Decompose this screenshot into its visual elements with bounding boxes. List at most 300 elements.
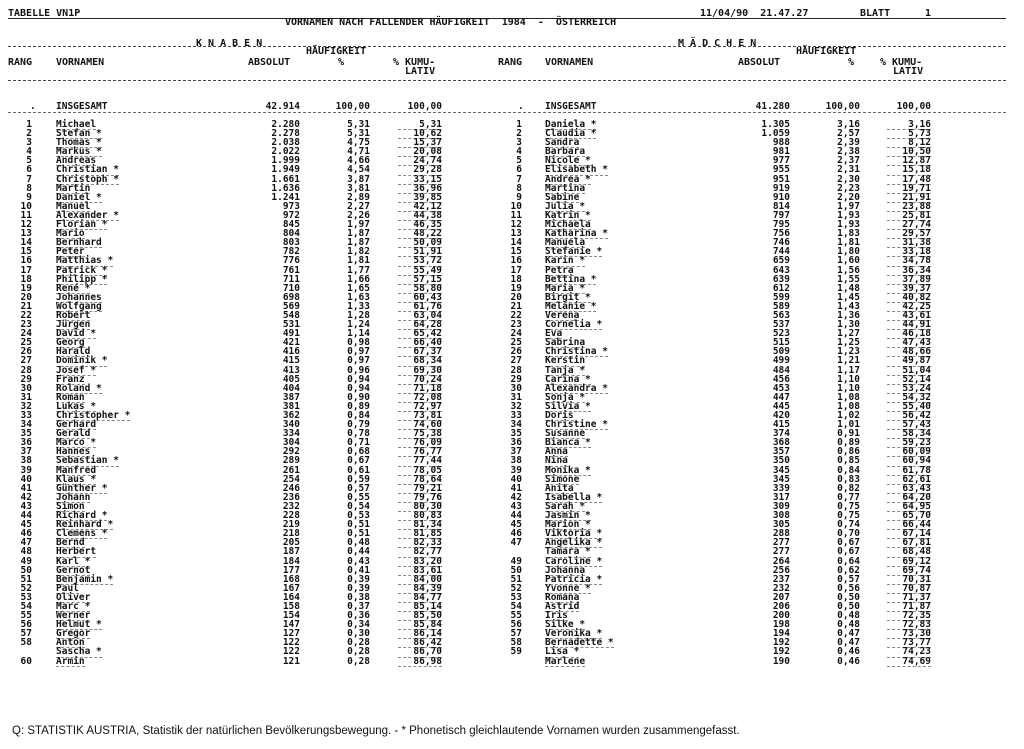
girls-cumulative-cell: 71,37 <box>887 593 931 603</box>
girls-percent-cell: 1,93 <box>837 209 860 221</box>
header-bottom-rule <box>8 80 1006 81</box>
boys-percent-cell: 4,54 <box>347 164 370 176</box>
girls-percent-cell: 0,48 <box>837 619 860 631</box>
girls-cumulative-cell: 58,34 <box>887 429 931 439</box>
boys-name-cell: Günther * <box>56 482 108 494</box>
girls-name-cell: Simone <box>545 473 580 485</box>
boys-absolute-cell: 2.278 <box>271 128 300 140</box>
boys-percent-cell: 4,66 <box>347 155 370 167</box>
boys-cumulative-cell: 70,24 <box>398 375 442 385</box>
girls-name-cell: Tamara * <box>545 546 591 558</box>
boys-absolute-cell: 1.949 <box>271 164 300 176</box>
girls-absolute-cell: 955 <box>772 164 790 176</box>
boys-name-cell: Armin <box>56 655 85 667</box>
boys-absolute-cell: 972 <box>282 209 300 221</box>
boys-percent-cell: 1,33 <box>347 300 370 312</box>
boys-rank-cell: 22 <box>20 309 32 321</box>
girls-percent-cell: 2,39 <box>837 137 860 149</box>
boys-absolute-cell: 2.022 <box>271 146 300 158</box>
boys-absolute-cell: 164 <box>282 591 300 603</box>
girls-absolute-cell: 523 <box>772 328 790 340</box>
girls-cumulative-cell: 62,61 <box>887 475 931 485</box>
boys-cumulative-cell: 73,81 <box>398 411 442 421</box>
girls-rank-header: RANG <box>498 57 523 68</box>
girls-percent-cell: 0,67 <box>837 546 860 558</box>
girls-absolute-cell: 264 <box>772 555 790 567</box>
girls-percent-cell: 1,25 <box>837 337 860 349</box>
boys-name-cell: Reinhard * <box>56 519 114 531</box>
girls-cumulative-cell: 74,69 <box>887 657 931 667</box>
boys-absolute-cell: 340 <box>282 419 300 431</box>
boys-name-cell: Matthias * <box>56 255 114 267</box>
boys-name-cell: Simon <box>56 500 85 512</box>
girls-total-percent: 100,00 <box>825 101 860 112</box>
boys-absolute-cell: 228 <box>282 510 300 522</box>
boys-rank-cell: 44 <box>20 510 32 522</box>
girls-name-cell: Katrin * <box>545 209 591 221</box>
boys-cumulative-cell: 84,00 <box>398 575 442 585</box>
boys-percent-cell: 1,14 <box>347 328 370 340</box>
girls-frequency-header: HÄUFIGKEIT <box>796 46 857 57</box>
boys-cumulative-cell: 83,61 <box>398 566 442 576</box>
girls-absolute-cell: 357 <box>772 446 790 458</box>
girls-name-cell: Iris <box>545 610 568 622</box>
boys-name-cell: Manfred <box>56 464 97 476</box>
boys-absolute-cell: 710 <box>282 282 300 294</box>
boys-cumulative-cell: 72,08 <box>398 393 442 403</box>
boys-name-cell: Robert <box>56 309 91 321</box>
girls-name-cell: Romana <box>545 591 580 603</box>
girls-cumulative-cell: 64,95 <box>887 502 931 512</box>
boys-name-cell: Manuel <box>56 200 91 212</box>
girls-rank-cell: 44 <box>510 510 522 522</box>
girls-table-row <box>490 447 1010 456</box>
boys-name-cell: Marc * <box>56 600 91 612</box>
boys-rank-cell: 29 <box>20 373 32 385</box>
boys-rank-header: RANG <box>8 57 33 68</box>
girls-rank-cell: 1 <box>516 119 522 130</box>
boys-cumulative-header: % KUMU- <box>393 57 436 68</box>
boys-percent-cell: 1,87 <box>347 228 370 240</box>
boys-absolute-cell: 184 <box>282 555 300 567</box>
boys-rank-cell: 3 <box>26 137 32 149</box>
girls-percent-cell: 1,97 <box>837 200 860 212</box>
boys-rank-cell: 49 <box>20 555 32 567</box>
girls-rank-cell: 2 <box>516 128 522 140</box>
girls-absolute-cell: 288 <box>772 528 790 540</box>
girls-name-cell: Silvia * <box>545 400 591 412</box>
girls-absolute-cell: 1.059 <box>761 128 790 140</box>
boys-absolute-cell: 531 <box>282 319 300 331</box>
boys-absolute-cell: 168 <box>282 573 300 585</box>
girls-absolute-cell: 643 <box>772 264 790 276</box>
girls-names-header: VORNAMEN <box>545 57 594 68</box>
boys-percent-cell: 0,94 <box>347 382 370 394</box>
girls-percent-cell: 1,21 <box>837 355 860 367</box>
girls-cumulative-cell: 33,18 <box>887 247 931 257</box>
girls-percent-cell: 1,81 <box>837 237 860 249</box>
boys-names-header: VORNAMEN <box>56 57 105 68</box>
boys-cumulative-cell: 78,64 <box>398 475 442 485</box>
girls-rank-cell: 35 <box>510 428 522 440</box>
girls-rank-cell: 40 <box>510 473 522 485</box>
girls-rank-cell: 55 <box>510 610 522 622</box>
boys-cumulative-cell: 33,15 <box>398 175 442 185</box>
girls-absolute-cell: 198 <box>772 619 790 631</box>
girls-name-cell: Claudia * <box>545 128 597 140</box>
boys-absolute-cell: 236 <box>282 491 300 503</box>
boys-absolute-cell: 292 <box>282 446 300 458</box>
girls-cumulative-cell: 61,78 <box>887 466 931 476</box>
girls-cumulative-cell: 23,88 <box>887 202 931 212</box>
boys-percent-cell: 0,84 <box>347 410 370 421</box>
girls-absolute-cell: 456 <box>772 373 790 385</box>
boys-cumulative-cell: 67,37 <box>398 347 442 357</box>
girls-percent-cell: 0,64 <box>837 555 860 567</box>
boys-rank-cell: 58 <box>20 637 32 649</box>
girls-name-cell: Angelika * <box>545 537 603 549</box>
girls-name-cell: Johanna <box>545 564 586 576</box>
girls-name-cell: Stefanie * <box>545 246 603 258</box>
boys-name-cell: Peter <box>56 246 85 258</box>
girls-rank-cell: 17 <box>510 264 522 276</box>
boys-percent-cell: 0,34 <box>347 619 370 631</box>
girls-percent-cell: 0,46 <box>837 655 860 667</box>
girls-cumulative-cell: 36,34 <box>887 266 931 276</box>
girls-cumulative-cell: 42,25 <box>887 302 931 312</box>
boys-name-cell: Johannes <box>56 291 102 303</box>
boys-rank-cell: 57 <box>20 628 32 640</box>
boys-rank-cell: 34 <box>20 419 32 431</box>
girls-rank-cell: 25 <box>510 337 522 349</box>
girls-cumulative-cell: 66,44 <box>887 520 931 530</box>
boys-cumulative-cell: 86,42 <box>398 638 442 648</box>
boys-percent-cell: 0,39 <box>347 582 370 594</box>
girls-name-cell: Bernadette * <box>545 637 614 649</box>
girls-cumulative-cell: 70,31 <box>887 575 931 585</box>
boys-absolute-cell: 711 <box>282 273 300 285</box>
girls-absolute-cell: 308 <box>772 510 790 522</box>
girls-rank-cell: 27 <box>510 355 522 367</box>
boys-percent-cell: 0,37 <box>347 600 370 612</box>
boys-absolute-cell: 416 <box>282 346 300 358</box>
girls-table-row <box>490 438 1010 447</box>
girls-percent-cell: 0,48 <box>837 610 860 622</box>
girls-cumulative-cell: 37,89 <box>887 275 931 285</box>
boys-rank-cell: 4 <box>26 146 32 158</box>
girls-rank-cell: 3 <box>516 137 522 149</box>
girls-name-cell: Doris <box>545 410 574 421</box>
girls-rank-cell: 6 <box>516 164 522 176</box>
boys-rank-cell: 14 <box>20 237 32 249</box>
boys-total-label: INSGESAMT <box>56 101 108 112</box>
boys-rank-cell: 40 <box>20 473 32 485</box>
boys-percent-cell: 0,43 <box>347 555 370 567</box>
girls-cumulative-cell: 29,57 <box>887 229 931 239</box>
boys-cumulative-cell: 44,38 <box>398 211 442 221</box>
table-id: TABELLE VN1P <box>8 8 81 19</box>
girls-name-cell: Michaela <box>545 219 591 231</box>
boys-name-cell: Franz <box>56 373 85 385</box>
girls-absolute-cell: 515 <box>772 337 790 349</box>
girls-percent-cell: 0,47 <box>837 637 860 649</box>
girls-rank-cell: 34 <box>510 419 522 431</box>
boys-rank-cell: 37 <box>20 446 32 458</box>
boys-name-cell: David * <box>56 328 97 340</box>
boys-rank-cell: 60 <box>20 655 32 667</box>
girls-absolute-cell: 744 <box>772 246 790 258</box>
girls-rank-cell: 54 <box>510 600 522 612</box>
boys-percent-cell: 0,54 <box>347 500 370 512</box>
boys-absolute-cell: 404 <box>282 382 300 394</box>
girls-rank-cell: 12 <box>510 219 522 231</box>
girls-absolute-cell: 977 <box>772 155 790 167</box>
boys-name-cell: Mario <box>56 228 85 240</box>
girls-cumulative-cell: 60,94 <box>887 456 931 466</box>
boys-absolute-cell: 218 <box>282 528 300 540</box>
boys-name-cell: Benjamin * <box>56 573 114 585</box>
girls-cumulative-cell: 47,43 <box>887 338 931 348</box>
girls-cumulative-cell: 8,12 <box>887 138 931 148</box>
boys-percent-cell: 0,98 <box>347 337 370 349</box>
girls-absolute-cell: 309 <box>772 500 790 512</box>
boys-table-row <box>0 657 500 666</box>
boys-cumulative-cell: 65,42 <box>398 329 442 339</box>
girls-rank-cell: 50 <box>510 564 522 576</box>
girls-name-cell: Kerstin <box>545 355 586 367</box>
girls-rank-cell: 5 <box>516 155 522 167</box>
girls-percent-cell: 2,57 <box>837 128 860 140</box>
boys-name-cell: Hannes <box>56 446 91 458</box>
girls-absolute-cell: 659 <box>772 255 790 267</box>
girls-name-cell: Elisabeth * <box>545 164 608 176</box>
girls-percent-cell: 1,08 <box>837 391 860 403</box>
boys-percent-cell: 2,89 <box>347 191 370 203</box>
boys-cumulative-cell: 29,28 <box>398 165 442 175</box>
girls-name-cell: Yvonne * <box>545 582 591 594</box>
boys-name-cell: Werner <box>56 610 91 622</box>
girls-absolute-cell: 339 <box>772 482 790 494</box>
girls-cumulative-cell: 54,32 <box>887 393 931 403</box>
boys-name-cell: Paul <box>56 582 79 594</box>
girls-percent-cell: 0,67 <box>837 537 860 549</box>
girls-cumulative-cell: 46,18 <box>887 329 931 339</box>
boys-percent-cell: 0,51 <box>347 519 370 531</box>
girls-absolute-cell: 190 <box>772 655 790 667</box>
girls-cumulative-cell: 3,16 <box>887 120 931 130</box>
girls-cumulative-cell: 56,42 <box>887 411 931 421</box>
girls-name-cell: Anita <box>545 482 574 494</box>
girls-rank-cell: 9 <box>516 191 522 203</box>
boys-percent-cell: 2,26 <box>347 209 370 221</box>
boys-rank-cell: 47 <box>20 537 32 549</box>
girls-percent-cell: 0,57 <box>837 573 860 585</box>
girls-cumulative-cell: 10,50 <box>887 147 931 157</box>
girls-total-rank: . <box>518 101 524 112</box>
boys-absolute-cell: 121 <box>282 655 300 667</box>
girls-absolute-cell: 756 <box>772 228 790 240</box>
boys-name-cell: Bernd <box>56 537 85 549</box>
source-footnote: Q: STATISTIK AUSTRIA, Statistik der natürlichen Bevölkerungsbewegung. - * Phonetisch gleichlautende Vornamen wurden zusammengefasst. <box>12 725 740 737</box>
boys-percent-cell: 1,82 <box>347 246 370 258</box>
boys-absolute-cell: 219 <box>282 519 300 531</box>
girls-percent-cell: 0,84 <box>837 464 860 476</box>
girls-rank-cell: 13 <box>510 228 522 240</box>
boys-absolute-cell: 122 <box>282 646 300 658</box>
girls-name-cell: Nina <box>545 455 568 467</box>
girls-name-cell: Sandra <box>545 137 580 149</box>
girls-absolute-cell: 194 <box>772 628 790 640</box>
girls-absolute-cell: 277 <box>772 546 790 558</box>
boys-percent-cell: 0,51 <box>347 528 370 540</box>
boys-cumulative-cell: 48,22 <box>398 229 442 239</box>
girls-cumulative-cell: 43,61 <box>887 311 931 321</box>
girls-rank-cell: 33 <box>510 410 522 421</box>
boys-total-rank: . <box>30 101 36 112</box>
girls-rank-cell: 45 <box>510 519 522 531</box>
girls-rank-cell: 10 <box>510 200 522 212</box>
girls-percent-cell: 1,10 <box>837 382 860 394</box>
boys-rank-cell: 52 <box>20 582 32 594</box>
girls-percent-cell: 0,91 <box>837 428 860 440</box>
boys-percent-cell: 0,67 <box>347 455 370 467</box>
boys-absolute-cell: 381 <box>282 400 300 412</box>
boys-cumulative-cell: 60,43 <box>398 293 442 303</box>
girls-absolute-cell: 589 <box>772 300 790 312</box>
boys-cumulative-cell: 64,28 <box>398 320 442 330</box>
girls-cumulative-cell: 59,23 <box>887 438 931 448</box>
boys-rank-cell: 56 <box>20 619 32 631</box>
girls-absolute-cell: 797 <box>772 209 790 221</box>
girls-absolute-cell: 537 <box>772 319 790 331</box>
boys-percent-cell: 1,81 <box>347 255 370 267</box>
boys-rank-cell: 46 <box>20 528 32 540</box>
boys-cumulative-cell: 58,80 <box>398 284 442 294</box>
boys-cumulative-cell: 5,31 <box>398 120 442 130</box>
boys-total-percent: 100,00 <box>335 101 370 112</box>
boys-cumulative-cell: 80,83 <box>398 511 442 521</box>
boys-cumulative-cell: 82,77 <box>398 547 442 557</box>
girls-name-cell: Alexandra * <box>545 382 608 394</box>
girls-name-cell: Verena <box>545 309 580 321</box>
girls-rank-cell: 32 <box>510 400 522 412</box>
girls-absolute-cell: 256 <box>772 564 790 576</box>
girls-percent-cell: 3,16 <box>837 119 860 130</box>
girls-percent-cell: 1,30 <box>837 319 860 331</box>
girls-rank-cell: 59 <box>510 646 522 658</box>
boys-percent-cell: 0,39 <box>347 573 370 585</box>
boys-rank-cell: 13 <box>20 228 32 240</box>
girls-absolute-cell: 639 <box>772 273 790 285</box>
girls-absolute-cell: 368 <box>772 437 790 449</box>
girls-percent-cell: 1,36 <box>837 309 860 321</box>
boys-percent-cell: 0,28 <box>347 655 370 667</box>
boys-name-cell: Christoph * <box>56 173 119 185</box>
boys-absolute-cell: 246 <box>282 482 300 494</box>
girls-name-cell: Barbara <box>545 146 586 158</box>
girls-percent-cell: 1,93 <box>837 219 860 231</box>
boys-cumulative-cell: 79,76 <box>398 493 442 503</box>
boys-cumulative-cell: 79,21 <box>398 484 442 494</box>
boys-name-cell: Michael <box>56 119 97 130</box>
boys-cumulative-cell: 46,35 <box>398 220 442 230</box>
boys-cumulative-cell: 68,34 <box>398 356 442 366</box>
boys-heading: K N A B E N <box>196 38 263 49</box>
girls-percent-cell: 1,17 <box>837 364 860 376</box>
girls-absolute-cell: 277 <box>772 537 790 549</box>
boys-rank-cell: 31 <box>20 391 32 403</box>
girls-cumulative-cell: 31,38 <box>887 238 931 248</box>
boys-absolute-cell: 387 <box>282 391 300 403</box>
boys-name-cell: Sascha * <box>56 646 102 658</box>
boys-absolute-cell: 1.241 <box>271 191 300 203</box>
boys-name-cell: Roman <box>56 391 85 403</box>
boys-cumulative-cell: 81,34 <box>398 520 442 530</box>
girls-percent-cell: 0,83 <box>837 473 860 485</box>
girls-cumulative-cell: 73,30 <box>887 629 931 639</box>
boys-percent-cell: 0,94 <box>347 373 370 385</box>
girls-percent-cell: 1,02 <box>837 410 860 421</box>
boys-percent-cell: 4,71 <box>347 146 370 158</box>
girls-rank-cell: 29 <box>510 373 522 385</box>
boys-cumulative-cell: 42,12 <box>398 202 442 212</box>
boys-percent-cell: 1,66 <box>347 273 370 285</box>
boys-rank-cell: 35 <box>20 428 32 440</box>
boys-absolute-cell: 177 <box>282 564 300 576</box>
boys-absolute-cell: 1.636 <box>271 182 300 194</box>
boys-percent-cell: 1,77 <box>347 264 370 276</box>
girls-cumulative-cell: 72,83 <box>887 620 931 630</box>
girls-cumulative-cell: 53,24 <box>887 384 931 394</box>
boys-absolute-cell: 187 <box>282 546 300 558</box>
girls-rank-cell: 46 <box>510 528 522 540</box>
boys-rank-cell: 30 <box>20 382 32 394</box>
boys-name-cell: Gerhard <box>56 419 97 431</box>
girls-percent-cell: 2,37 <box>837 155 860 167</box>
girls-name-cell: Bianca * <box>545 437 591 449</box>
boys-cumulative-cell: 83,20 <box>398 557 442 567</box>
boys-rank-cell: 48 <box>20 546 32 558</box>
girls-name-cell: Jasmin * <box>545 510 591 522</box>
girls-cumulative-cell: 39,37 <box>887 284 931 294</box>
girls-percent-cell: 0,50 <box>837 600 860 612</box>
girls-absolute-cell: 746 <box>772 237 790 249</box>
boys-rank-cell: 15 <box>20 246 32 258</box>
boys-rank-cell: 19 <box>20 282 32 294</box>
boys-cumulative-cell: 74,60 <box>398 420 442 430</box>
boys-absolute-cell: 845 <box>282 219 300 231</box>
girls-percent-cell: 0,75 <box>837 500 860 512</box>
girls-absolute-cell: 612 <box>772 282 790 294</box>
girls-name-cell: Cornelia * <box>545 319 603 331</box>
boys-name-cell: Daniel * <box>56 191 102 203</box>
boys-cumulative-cell: 57,15 <box>398 275 442 285</box>
boys-name-cell: Oliver <box>56 591 91 603</box>
boys-name-cell: Stefan * <box>56 128 102 140</box>
boys-absolute-cell: 122 <box>282 637 300 649</box>
girls-rank-cell: 28 <box>510 364 522 376</box>
girls-absolute-cell: 445 <box>772 400 790 412</box>
girls-rank-cell: 38 <box>510 455 522 467</box>
girls-absolute-cell: 499 <box>772 355 790 367</box>
girls-cumulative-cell: 74,23 <box>887 647 931 657</box>
boys-cumulative-cell: 66,40 <box>398 338 442 348</box>
girls-percent-cell: 0,74 <box>837 519 860 531</box>
boys-name-cell: René * <box>56 282 91 294</box>
girls-rank-cell: 26 <box>510 346 522 358</box>
page-label: BLATT <box>860 8 891 19</box>
girls-name-cell: Patricia * <box>545 573 603 585</box>
